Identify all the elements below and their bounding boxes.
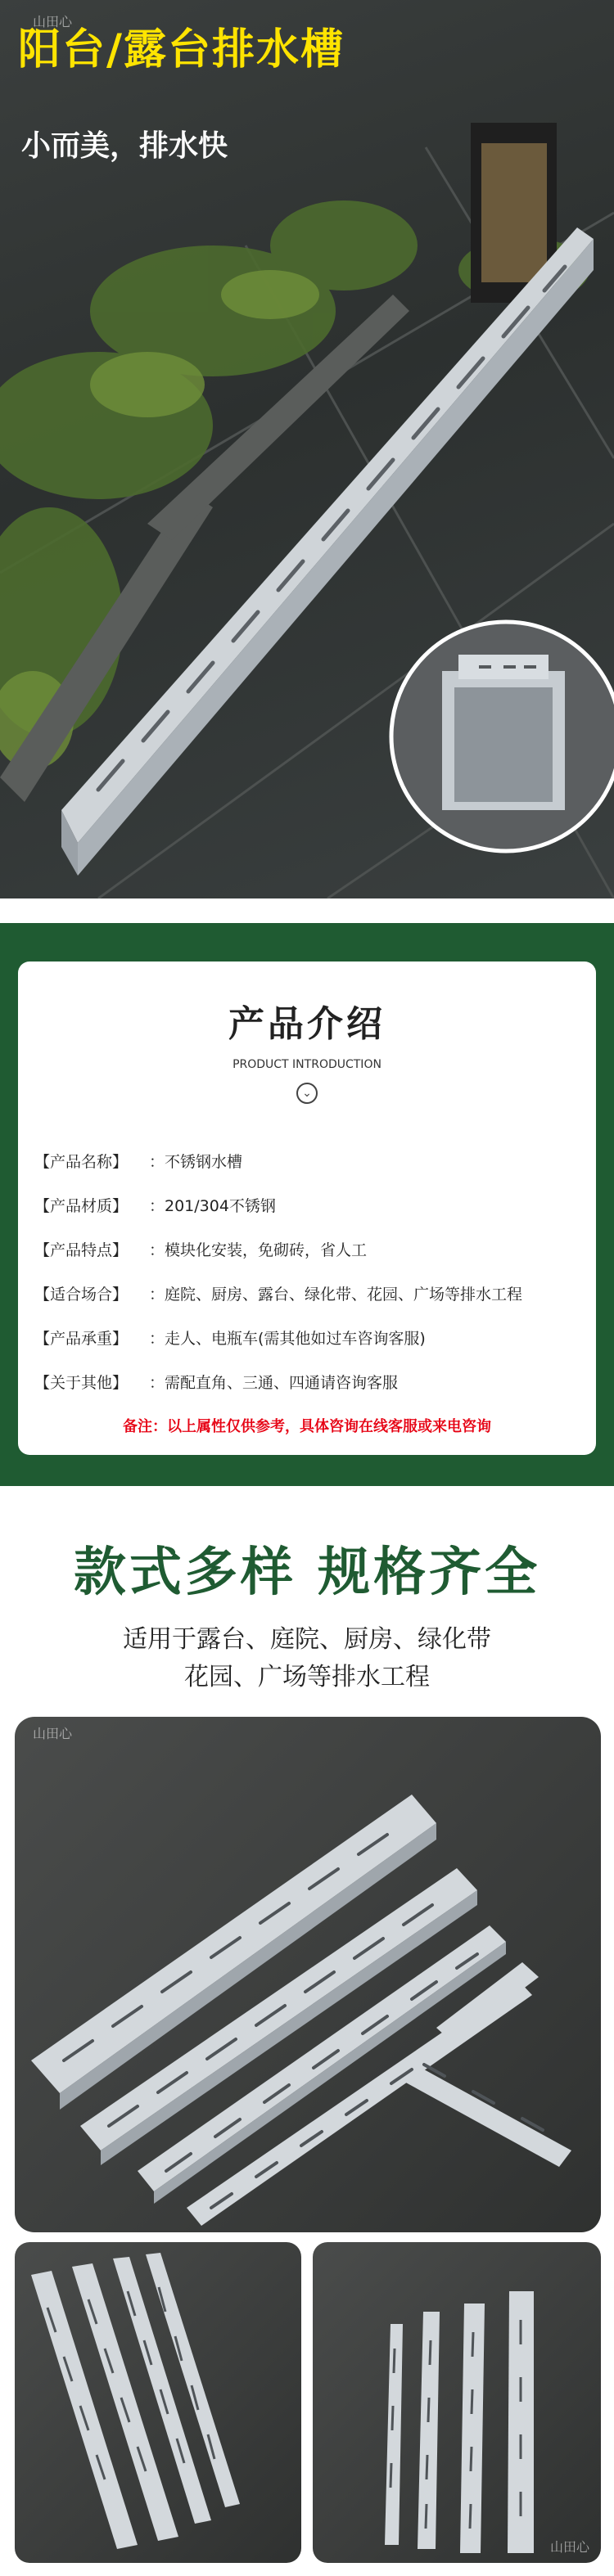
channels-graphic	[15, 1717, 601, 2232]
attribute-label: 【产品名称】	[34, 1153, 129, 1171]
attribute-value: ：201/304不锈钢	[149, 1197, 276, 1215]
attribute-value: ：模块化安装，免砌砖，省人工	[149, 1241, 368, 1259]
chevron-down-icon: ⌄	[296, 1083, 318, 1104]
watermark: 山田心	[33, 1726, 73, 1741]
note-text: 备注：以上属性仅供参考，具体咨询在线客服或来电咨询	[123, 1418, 491, 1435]
attribute-label: 【适合场合】	[34, 1286, 129, 1304]
variety-title: 款式多样 规格齐全	[73, 1542, 541, 1603]
attribute-value: ：庭院、厨房、露台、绿化带、花园、广场等排水工程	[149, 1286, 523, 1304]
attribute-value: ：走人、电瓶车(需其他如过车咨询客服)	[149, 1330, 426, 1348]
watermark: 山田心	[33, 14, 73, 29]
product-photo-right	[313, 2242, 601, 2563]
variety-subtitle-line2: 花园、广场等排水工程	[184, 1663, 430, 1691]
attribute-value: ：需配直角、三通、四通请咨询客服	[149, 1374, 399, 1392]
hero-banner	[0, 0, 614, 898]
attribute-label: 【关于其他】	[34, 1374, 129, 1392]
attribute-value: ：不锈钢水槽	[149, 1153, 243, 1171]
hero-title: 阳台/露台排水槽	[18, 25, 345, 74]
product-photo-main	[15, 1717, 601, 2232]
intro-title: 产品介绍	[228, 1003, 386, 1045]
watermark: 山田心	[550, 2539, 590, 2555]
channels-graphic	[313, 2242, 601, 2563]
attribute-label: 【产品特点】	[34, 1241, 129, 1259]
hero-subtitle: 小而美，排水快	[21, 129, 228, 163]
attribute-label: 【产品材质】	[34, 1197, 129, 1215]
intro-card	[18, 961, 596, 1455]
variety-subtitle-line1: 适用于露台、庭院、厨房、绿化带	[123, 1625, 491, 1654]
intro-subtitle-en: PRODUCT INTRODUCTION	[233, 1058, 381, 1071]
attribute-label: 【产品承重】	[34, 1330, 129, 1348]
channels-graphic	[15, 2242, 301, 2563]
product-photo-left	[15, 2242, 301, 2563]
